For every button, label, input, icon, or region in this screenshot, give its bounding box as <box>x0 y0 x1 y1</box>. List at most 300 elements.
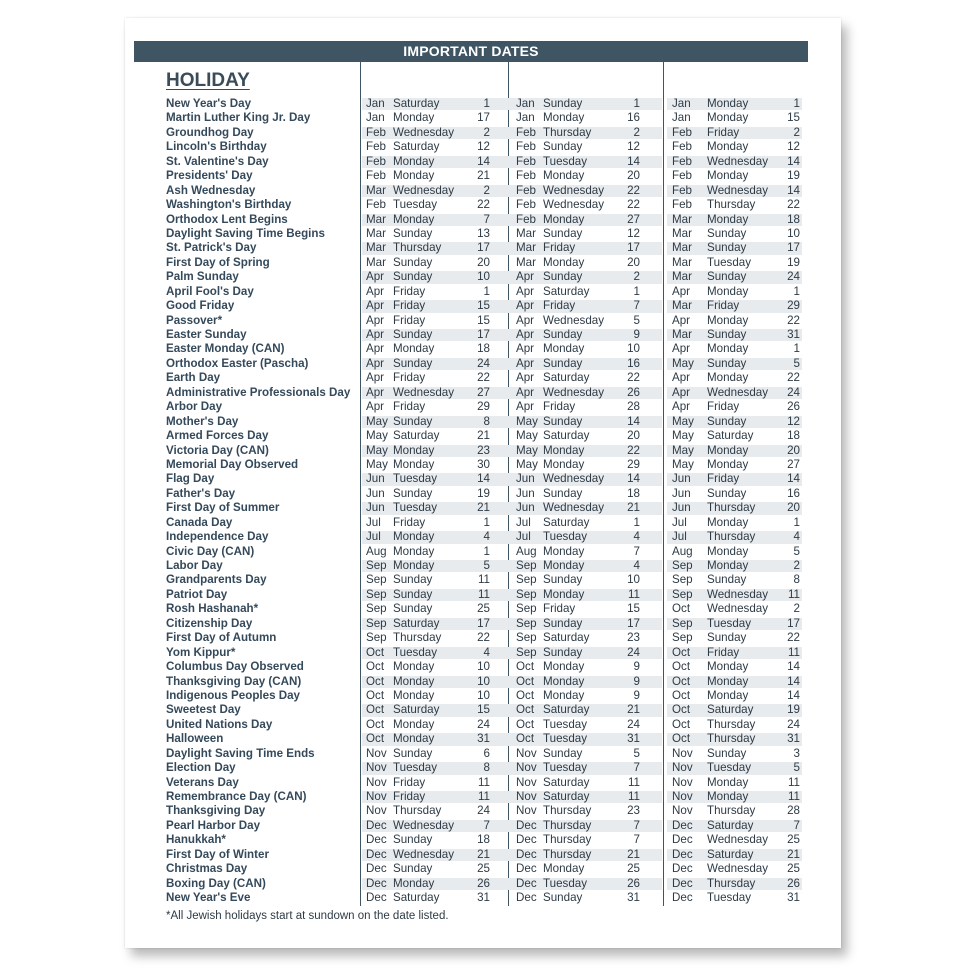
holiday-weekday: Sunday <box>543 746 583 760</box>
holiday-weekday: Monday <box>707 457 749 471</box>
holiday-row <box>166 848 802 862</box>
holiday-month: Dec <box>672 833 693 847</box>
holiday-name: Election Day <box>166 761 236 775</box>
holiday-date: 12 <box>787 414 800 428</box>
holiday-date: 1 <box>793 284 800 298</box>
holiday-month: Nov <box>516 761 537 775</box>
holiday-weekday: Monday <box>543 660 585 674</box>
holiday-weekday: Saturday <box>707 847 754 861</box>
holiday-month: May <box>672 356 694 370</box>
holiday-date: 26 <box>627 385 640 399</box>
holiday-date: 23 <box>477 443 490 457</box>
holiday-month: Jan <box>672 97 691 110</box>
holiday-month: Apr <box>366 328 385 341</box>
holiday-month: Feb <box>366 198 386 212</box>
holiday-weekday: Tuesday <box>393 198 438 212</box>
holiday-weekday: Monday <box>707 212 749 226</box>
holiday-month: Jan <box>366 97 385 110</box>
holiday-date: 24 <box>477 356 490 370</box>
holiday-date: 16 <box>627 111 640 125</box>
holiday-weekday: Monday <box>393 342 435 356</box>
holiday-weekday: Sunday <box>543 270 583 284</box>
holiday-month: Dec <box>672 876 693 890</box>
holiday-month: Aug <box>672 544 693 558</box>
holiday-month: Oct <box>516 688 535 702</box>
holiday-month: Mar <box>672 241 692 255</box>
holiday-month: Sep <box>366 559 387 572</box>
holiday-month: Apr <box>516 270 535 284</box>
holiday-date: 15 <box>477 703 490 717</box>
holiday-weekday: Friday <box>393 284 426 298</box>
holiday-row <box>166 646 802 660</box>
holiday-date: 14 <box>787 674 800 688</box>
holiday-month: Aug <box>516 544 537 558</box>
holiday-name: St. Patrick's Day <box>166 241 257 255</box>
holiday-weekday: Thursday <box>707 876 756 890</box>
holiday-weekday: Thursday <box>543 847 592 861</box>
holiday-month: Mar <box>366 226 386 240</box>
holiday-date: 24 <box>627 717 640 731</box>
holiday-date: 20 <box>787 501 800 515</box>
holiday-name: Patriot Day <box>166 587 228 601</box>
holiday-name: Memorial Day Observed <box>166 457 299 471</box>
holiday-weekday: Sunday <box>707 328 747 341</box>
holiday-month: Mar <box>672 299 692 313</box>
holiday-month: Sep <box>366 602 387 616</box>
holiday-weekday: Thursday <box>393 631 442 645</box>
holiday-month: Jul <box>366 530 381 544</box>
holiday-weekday: Monday <box>543 212 585 226</box>
holiday-row <box>166 285 802 299</box>
holiday-weekday: Sunday <box>543 97 583 110</box>
holiday-date: 1 <box>483 544 490 558</box>
holiday-month: Feb <box>516 140 536 154</box>
holiday-month: Dec <box>516 818 537 832</box>
holiday-date: 8 <box>483 414 490 428</box>
holiday-date: 14 <box>787 688 800 702</box>
holiday-name: Labor Day <box>166 559 223 572</box>
holiday-weekday: Wednesday <box>393 847 455 861</box>
holiday-weekday: Sunday <box>707 356 747 370</box>
holiday-weekday: Monday <box>707 140 749 154</box>
holiday-weekday: Sunday <box>393 328 433 341</box>
holiday-weekday: Sunday <box>393 270 433 284</box>
holiday-weekday: Tuesday <box>707 891 752 905</box>
holiday-month: May <box>366 457 388 471</box>
holiday-month: Dec <box>516 876 537 890</box>
holiday-weekday: Sunday <box>393 862 433 876</box>
holiday-date: 11 <box>627 790 640 803</box>
holiday-weekday: Tuesday <box>707 761 752 775</box>
holiday-month: Oct <box>366 660 385 674</box>
holiday-weekday: Saturday <box>393 140 440 154</box>
holiday-name: First Day of Spring <box>166 255 270 269</box>
holiday-month: Jul <box>672 515 687 529</box>
holiday-date: 7 <box>793 818 800 832</box>
holiday-month: Apr <box>516 356 535 370</box>
holiday-row <box>166 386 802 400</box>
holiday-weekday: Monday <box>393 443 435 457</box>
holiday-month: Oct <box>366 645 385 659</box>
holiday-month: Feb <box>516 183 536 197</box>
holiday-date: 11 <box>477 790 490 803</box>
holiday-weekday: Monday <box>707 169 749 183</box>
holiday-date: 21 <box>627 847 640 861</box>
holiday-month: Oct <box>516 732 535 746</box>
holiday-date: 14 <box>787 660 800 674</box>
holiday-month: Feb <box>516 198 536 212</box>
holiday-name: First Day of Autumn <box>166 631 277 645</box>
holiday-name: Pearl Harbor Day <box>166 818 261 832</box>
holiday-month: Apr <box>516 342 535 356</box>
holiday-month: Jun <box>672 472 691 486</box>
holiday-weekday: Friday <box>707 299 740 313</box>
holiday-month: Feb <box>672 183 692 197</box>
holiday-month: Sep <box>672 616 693 630</box>
holiday-date: 21 <box>477 847 490 861</box>
holiday-month: Nov <box>366 804 387 818</box>
holiday-weekday: Thursday <box>707 530 756 544</box>
holiday-date: 11 <box>477 573 490 587</box>
holiday-weekday: Friday <box>707 645 740 659</box>
holiday-month: Jun <box>366 486 385 500</box>
holiday-date: 21 <box>627 501 640 515</box>
holiday-date: 16 <box>627 356 640 370</box>
holiday-weekday: Wednesday <box>393 183 455 197</box>
holiday-weekday: Friday <box>393 400 426 414</box>
holiday-weekday: Monday <box>543 111 585 125</box>
holiday-month: Feb <box>516 169 536 183</box>
holiday-month: Nov <box>516 775 537 789</box>
holiday-date: 18 <box>627 486 640 500</box>
holiday-name: Columbus Day Observed <box>166 660 304 674</box>
holiday-date: 20 <box>627 255 640 269</box>
holiday-weekday: Wednesday <box>707 862 769 876</box>
holiday-weekday: Saturday <box>707 429 754 443</box>
holiday-weekday: Sunday <box>543 140 583 154</box>
holiday-date: 22 <box>627 183 640 197</box>
holiday-weekday: Wednesday <box>543 472 605 486</box>
holiday-date: 1 <box>483 97 490 110</box>
holiday-name: Earth Day <box>166 371 221 385</box>
holiday-row <box>166 530 802 544</box>
holiday-weekday: Sunday <box>707 226 747 240</box>
holiday-weekday: Sunday <box>393 602 433 616</box>
holiday-weekday: Tuesday <box>393 645 438 659</box>
holiday-month: Apr <box>366 400 385 414</box>
holiday-date: 17 <box>627 241 640 255</box>
holiday-weekday: Monday <box>393 457 435 471</box>
holiday-name: Yom Kippur* <box>166 645 236 659</box>
holiday-month: Mar <box>672 212 692 226</box>
holiday-row <box>166 198 802 212</box>
holiday-weekday: Sunday <box>543 486 583 500</box>
holiday-name: First Day of Summer <box>166 501 280 515</box>
holiday-weekday: Wednesday <box>543 385 605 399</box>
holiday-month: Apr <box>366 356 385 370</box>
holiday-weekday: Saturday <box>543 429 590 443</box>
holiday-date: 1 <box>793 97 800 110</box>
holiday-month: Apr <box>672 342 691 356</box>
holiday-weekday: Wednesday <box>707 154 769 168</box>
holiday-month: Feb <box>516 154 536 168</box>
holiday-date: 22 <box>787 371 800 385</box>
holiday-weekday: Wednesday <box>707 833 769 847</box>
holiday-date: 4 <box>793 530 800 544</box>
holiday-month: Oct <box>672 717 691 731</box>
holiday-weekday: Friday <box>393 790 426 803</box>
holiday-month: Apr <box>366 284 385 298</box>
holiday-date: 22 <box>477 198 490 212</box>
holiday-month: May <box>516 429 538 443</box>
holiday-date: 25 <box>627 862 640 876</box>
holiday-weekday: Monday <box>393 732 435 746</box>
holiday-date: 24 <box>787 270 800 284</box>
holiday-date: 9 <box>633 660 640 674</box>
holiday-month: Jun <box>672 501 691 515</box>
holiday-month: Jan <box>516 111 535 125</box>
holiday-weekday: Monday <box>543 688 585 702</box>
holiday-weekday: Sunday <box>543 414 583 428</box>
holiday-date: 17 <box>477 241 490 255</box>
holiday-name: Victoria Day (CAN) <box>166 443 269 457</box>
holiday-month: Feb <box>672 198 692 212</box>
holiday-date: 5 <box>633 746 640 760</box>
holiday-month: Apr <box>672 284 691 298</box>
holiday-date: 31 <box>787 328 800 341</box>
holiday-row <box>166 342 802 356</box>
holiday-month: Jun <box>366 501 385 515</box>
holiday-date: 31 <box>477 891 490 905</box>
holiday-month: Feb <box>366 169 386 183</box>
holiday-month: May <box>672 443 694 457</box>
holiday-month: Dec <box>516 891 537 905</box>
holiday-weekday: Sunday <box>707 270 747 284</box>
holiday-weekday: Saturday <box>393 703 440 717</box>
holiday-weekday: Thursday <box>543 833 592 847</box>
holiday-date: 31 <box>627 891 640 905</box>
holiday-date: 19 <box>787 169 800 183</box>
holiday-row <box>166 617 802 631</box>
holiday-month: Feb <box>516 125 536 139</box>
holiday-weekday: Monday <box>707 111 749 125</box>
holiday-month: Jun <box>366 472 385 486</box>
holiday-date: 17 <box>477 616 490 630</box>
holiday-weekday: Monday <box>707 674 749 688</box>
holiday-row <box>166 357 802 371</box>
holiday-weekday: Tuesday <box>707 255 752 269</box>
holiday-row <box>166 559 802 573</box>
holiday-date: 19 <box>787 703 800 717</box>
holiday-weekday: Thursday <box>707 732 756 746</box>
holiday-weekday: Friday <box>543 299 576 313</box>
holiday-month: Oct <box>366 688 385 702</box>
holiday-date: 11 <box>477 775 490 789</box>
holiday-weekday: Tuesday <box>543 530 588 544</box>
holiday-row <box>166 111 802 125</box>
holiday-weekday: Friday <box>543 241 576 255</box>
holiday-weekday: Friday <box>393 313 426 327</box>
holiday-weekday: Saturday <box>543 703 590 717</box>
holiday-table <box>166 97 802 906</box>
holiday-month: Jan <box>366 111 385 125</box>
holiday-weekday: Monday <box>543 255 585 269</box>
holiday-date: 21 <box>477 169 490 183</box>
holiday-name: New Year's Day <box>166 97 252 110</box>
holiday-date: 1 <box>633 97 640 110</box>
holiday-weekday: Tuesday <box>543 732 588 746</box>
holiday-name: Hanukkah* <box>166 833 226 847</box>
holiday-name: Remembrance Day (CAN) <box>166 790 307 803</box>
holiday-date: 10 <box>627 573 640 587</box>
holiday-name: Christmas Day <box>166 862 248 876</box>
holiday-weekday: Monday <box>707 544 749 558</box>
holiday-month: Dec <box>366 876 387 890</box>
holiday-date: 17 <box>787 616 800 630</box>
holiday-weekday: Sunday <box>393 587 433 601</box>
holiday-date: 7 <box>633 833 640 847</box>
holiday-weekday: Saturday <box>543 371 590 385</box>
holiday-row <box>166 184 802 198</box>
holiday-row <box>166 675 802 689</box>
holiday-date: 14 <box>787 183 800 197</box>
holiday-month: Dec <box>516 847 537 861</box>
holiday-row <box>166 602 802 616</box>
holiday-month: Nov <box>516 790 537 803</box>
holiday-weekday: Monday <box>393 212 435 226</box>
holiday-name: Thanksgiving Day (CAN) <box>166 674 302 688</box>
holiday-row <box>166 487 802 501</box>
holiday-month: Apr <box>516 284 535 298</box>
holiday-month: Apr <box>516 400 535 414</box>
holiday-name: Independence Day <box>166 530 269 544</box>
holiday-weekday: Monday <box>393 169 435 183</box>
holiday-date: 10 <box>787 226 800 240</box>
holiday-date: 27 <box>627 212 640 226</box>
holiday-date: 5 <box>793 761 800 775</box>
holiday-date: 14 <box>627 414 640 428</box>
holiday-name: Daylight Saving Time Ends <box>166 746 315 760</box>
holiday-month: Oct <box>516 674 535 688</box>
holiday-weekday: Friday <box>393 775 426 789</box>
holiday-row <box>166 631 802 645</box>
holiday-month: Sep <box>366 616 387 630</box>
holiday-date: 12 <box>627 140 640 154</box>
holiday-date: 25 <box>787 862 800 876</box>
holiday-weekday: Monday <box>707 790 749 803</box>
holiday-date: 21 <box>477 501 490 515</box>
holiday-month: Dec <box>366 833 387 847</box>
holiday-month: Mar <box>672 226 692 240</box>
holiday-month: Nov <box>366 761 387 775</box>
holiday-weekday: Saturday <box>707 703 754 717</box>
holiday-month: Dec <box>366 862 387 876</box>
holiday-weekday: Sunday <box>543 616 583 630</box>
holiday-row <box>166 588 802 602</box>
holiday-row <box>166 241 802 255</box>
holiday-weekday: Monday <box>393 674 435 688</box>
holiday-row <box>166 501 802 515</box>
holiday-row <box>166 761 802 775</box>
holiday-row <box>166 776 802 790</box>
holiday-month: Dec <box>516 833 537 847</box>
holiday-date: 1 <box>633 284 640 298</box>
holiday-weekday: Thursday <box>707 198 756 212</box>
holiday-weekday: Wednesday <box>393 125 455 139</box>
holiday-date: 11 <box>627 587 640 601</box>
holiday-month: Apr <box>366 270 385 284</box>
holiday-date: 3 <box>793 746 800 760</box>
holiday-date: 15 <box>477 313 490 327</box>
holiday-date: 1 <box>793 515 800 529</box>
holiday-date: 7 <box>633 818 640 832</box>
holiday-weekday: Monday <box>707 371 749 385</box>
holiday-date: 20 <box>477 255 490 269</box>
holiday-name: Sweetest Day <box>166 703 241 717</box>
holiday-date: 29 <box>787 299 800 313</box>
holiday-month: Sep <box>366 573 387 587</box>
holiday-row <box>166 155 802 169</box>
holiday-month: Nov <box>672 790 693 803</box>
holiday-date: 1 <box>793 342 800 356</box>
holiday-date: 15 <box>477 299 490 313</box>
holiday-month: Jul <box>516 515 531 529</box>
holiday-row <box>166 371 802 385</box>
holiday-row <box>166 227 802 241</box>
holiday-weekday: Sunday <box>543 645 583 659</box>
holiday-name: Citizenship Day <box>166 616 253 630</box>
holiday-weekday: Monday <box>393 530 435 544</box>
holiday-month: Mar <box>366 183 386 197</box>
holiday-name: Daylight Saving Time Begins <box>166 226 325 240</box>
holiday-date: 31 <box>787 891 800 905</box>
holiday-month: Nov <box>366 775 387 789</box>
holiday-month: Oct <box>516 717 535 731</box>
holiday-date: 1 <box>483 284 490 298</box>
holiday-weekday: Tuesday <box>393 501 438 515</box>
holiday-month: Feb <box>672 169 692 183</box>
holiday-row <box>166 703 802 717</box>
holiday-weekday: Sunday <box>393 356 433 370</box>
holiday-date: 4 <box>483 530 490 544</box>
holiday-date: 29 <box>477 400 490 414</box>
holiday-date: 27 <box>477 385 490 399</box>
holiday-date: 11 <box>787 790 800 803</box>
holiday-date: 9 <box>633 328 640 341</box>
holiday-date: 22 <box>627 371 640 385</box>
holiday-weekday: Monday <box>393 544 435 558</box>
holiday-date: 25 <box>787 833 800 847</box>
holiday-date: 24 <box>477 717 490 731</box>
holiday-name: Lincoln's Birthday <box>166 140 267 154</box>
holiday-weekday: Saturday <box>543 284 590 298</box>
holiday-date: 2 <box>793 559 800 572</box>
holiday-weekday: Friday <box>393 371 426 385</box>
holiday-row <box>166 545 802 559</box>
holiday-row <box>166 458 802 472</box>
holiday-month: Apr <box>672 371 691 385</box>
holiday-month: Apr <box>516 328 535 341</box>
holiday-weekday: Saturday <box>707 818 754 832</box>
holiday-month: Mar <box>366 255 386 269</box>
holiday-date: 18 <box>477 342 490 356</box>
holiday-month: Dec <box>672 891 693 905</box>
holiday-month: Jul <box>516 530 531 544</box>
holiday-date: 17 <box>787 241 800 255</box>
holiday-date: 13 <box>477 226 490 240</box>
holiday-weekday: Monday <box>393 876 435 890</box>
holiday-weekday: Monday <box>543 544 585 558</box>
